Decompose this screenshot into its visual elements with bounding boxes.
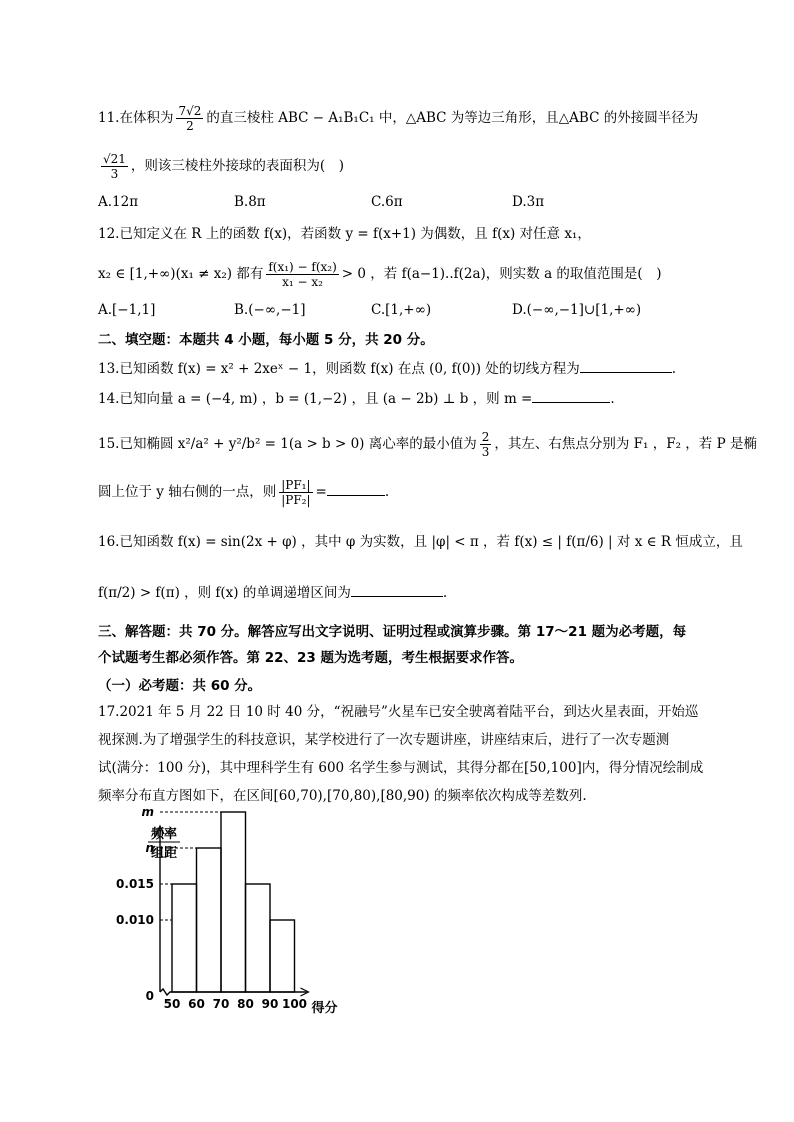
q14-text: 14.已知向量 a = (−4, m) ，b = (1,−2) ，且 (a − 2b) ⊥ b ，则 m = bbox=[98, 391, 533, 407]
x-axis-label: 得分 bbox=[311, 1001, 338, 1016]
x-tick-label: 70 bbox=[212, 997, 230, 1011]
fraction-numerator: 2 bbox=[481, 430, 490, 444]
q11-text-pre: 11.在体积为 bbox=[98, 110, 174, 126]
section-3-heading-2: 个试题考生都必须作答。第 22、23 题为选考题，考生根据要求作答。 bbox=[98, 650, 523, 666]
q15-ellipse-equation: x²/a² + y²/b² = 1(a > b > 0) bbox=[177, 436, 365, 452]
q16-answer-blank[interactable] bbox=[351, 582, 443, 597]
x-tick-label: 60 bbox=[188, 997, 205, 1011]
q15-line1 bbox=[98, 430, 757, 459]
q16-end: . bbox=[442, 585, 448, 601]
q15-line2 bbox=[98, 478, 389, 507]
q12-option-d: D.(−∞,−1]∪[1,+∞) bbox=[512, 302, 642, 318]
q12-option-a: A.[−1,1] bbox=[98, 302, 156, 318]
x-tick-label: 90 bbox=[261, 997, 279, 1011]
q15-equals: = bbox=[315, 484, 327, 500]
q14-answer-blank[interactable] bbox=[532, 388, 610, 403]
q12-text-post: > 0 ，若 f(a−1)..f(2a)，则实数 a 的取值范围是( ) bbox=[341, 266, 662, 282]
q11-option-b: B.8π bbox=[234, 194, 266, 210]
q13-answer-blank[interactable] bbox=[580, 358, 672, 373]
q12-line1: 12.已知定义在 R 上的函数 f(x)，若函数 y = f(x+1) 为偶数，且 f(x) 对任意 x₁， bbox=[98, 226, 591, 242]
q17-line4: 频率分布直方图如下，在区间[60,70),[70,80),[80,90) 的频率依次构成等差数列. bbox=[98, 788, 587, 804]
q17-line2: 视探测.为了增强学生的科技意识，某学校进行了一次专题讲座，讲座结束后，进行了一次专题测 bbox=[98, 732, 670, 748]
q16-line1 bbox=[98, 532, 743, 552]
histogram-bar bbox=[270, 920, 295, 992]
q15-answer-blank[interactable] bbox=[327, 481, 385, 496]
x-tick-label: 50 bbox=[163, 997, 181, 1011]
y-axis-label-bottom: 组距 bbox=[150, 846, 178, 861]
y-tick-label: 0 bbox=[145, 989, 154, 1003]
q11-option-d: D.3π bbox=[512, 194, 545, 210]
q17-line1: 17.2021 年 5 月 22 日 10 时 40 分，“祝融号”火星车已安全驶离着陆平台，到达火星表面，开始巡 bbox=[98, 704, 699, 720]
q15-eccentricity-fraction bbox=[480, 430, 492, 459]
histogram-bar bbox=[221, 812, 246, 992]
y-tick-label: n bbox=[145, 841, 154, 855]
histogram-bar bbox=[246, 884, 271, 992]
q15-text-mid: 离心率的最小值为 bbox=[368, 436, 477, 452]
q11-question: ，则该三棱柱外接球的表面积为( ) bbox=[130, 158, 344, 174]
section-3-heading-1: 三、解答题：共 70 分。解答应写出文字说明、证明过程或演算步骤。第 17～21 题为必考题，每 bbox=[98, 624, 687, 640]
section-2-heading: 二、填空题：本题共 4 小题，每小题 5 分，共 20 分。 bbox=[98, 332, 434, 348]
q17-line3: 试(满分：100 分)，其中理科学生有 600 名学生参与测试，其得分都在[50,100]内，得分情况绘制成 bbox=[98, 760, 704, 776]
fraction-denominator: 2 bbox=[186, 119, 194, 133]
y-tick-label: 0.015 bbox=[116, 877, 154, 891]
q11-option-c: C.6π bbox=[371, 194, 403, 210]
q16-text-post: 对 x ∈ R 恒成立，且 bbox=[616, 534, 743, 550]
fraction-numerator: 7√2 bbox=[178, 104, 202, 118]
q14-end: . bbox=[610, 391, 615, 407]
histogram-bar bbox=[172, 884, 197, 992]
q13-line bbox=[98, 358, 676, 379]
fraction-denominator: x₁ − x₂ bbox=[282, 275, 323, 289]
q16-line2 bbox=[98, 582, 447, 603]
fraction-denominator: 3 bbox=[481, 445, 490, 459]
x-tick-label: 100 bbox=[281, 997, 308, 1011]
q14-line bbox=[98, 388, 615, 409]
q12-option-c: C.[1,+∞) bbox=[371, 302, 432, 318]
q12-line2 bbox=[98, 260, 661, 289]
fraction-denominator: 3 bbox=[110, 167, 119, 181]
q15-text-pre: 15.已知椭圆 bbox=[98, 436, 174, 452]
q15-text-post: ，其左、右焦点分别为 F₁ ，F₂ ，若 P 是椭 bbox=[494, 436, 757, 452]
q11-radius-fraction bbox=[101, 152, 128, 181]
q15-end: . bbox=[384, 484, 390, 500]
q12-option-b: B.(−∞,−1] bbox=[234, 302, 306, 318]
y-axis-label-top: 频率 bbox=[150, 827, 178, 842]
q12-difference-quotient bbox=[266, 260, 338, 289]
q15-ratio-fraction bbox=[279, 478, 312, 507]
q13-text: 13.已知函数 f(x) = x² + 2xeˣ − 1，则函数 f(x) 在点 (0, f(0)) 处的切线方程为 bbox=[98, 361, 580, 377]
subsection-1-heading: （一）必考题：共 60 分。 bbox=[98, 678, 262, 694]
q15-text-pre2: 圆上位于 y 轴右侧的一点，则 bbox=[98, 484, 277, 500]
y-tick-label: 0.010 bbox=[116, 913, 154, 927]
q11-option-a: A.12π bbox=[98, 194, 139, 210]
q11-line1 bbox=[98, 104, 698, 133]
y-tick-label: m bbox=[141, 805, 154, 819]
q16-text-pre: 16.已知函数 f(x) = sin(2x + φ) ，其中 φ 为实数，且 |φ| < π ，若 f(x) ≤ bbox=[98, 534, 554, 550]
q11-line2 bbox=[98, 152, 344, 181]
frequency-histogram bbox=[116, 805, 380, 1020]
q11-text-post: 的直三棱柱 ABC − A₁B₁C₁ 中，△ABC 为等边三角形，且△ABC 的外接圆半径为 bbox=[206, 110, 699, 126]
q12-text-pre: x₂ ∈ [1,+∞)(x₁ ≠ x₂) 都有 bbox=[98, 266, 264, 282]
q11-volume-fraction bbox=[176, 104, 203, 133]
x-tick-label: 80 bbox=[237, 997, 254, 1011]
q16-text-pre2: f(π/2) > f(π) ，则 f(x) 的单调递增区间为 bbox=[98, 585, 351, 601]
fraction-numerator: |PF₁| bbox=[281, 478, 311, 492]
fraction-numerator: √21 bbox=[103, 152, 126, 166]
fraction-numerator: f(x₁) − f(x₂) bbox=[268, 260, 337, 274]
fraction-denominator: |PF₂| bbox=[281, 493, 311, 507]
q13-end: . bbox=[671, 361, 677, 377]
q16-abs-expression: | f(π/6) | bbox=[557, 534, 613, 550]
histogram-bar bbox=[197, 848, 222, 992]
